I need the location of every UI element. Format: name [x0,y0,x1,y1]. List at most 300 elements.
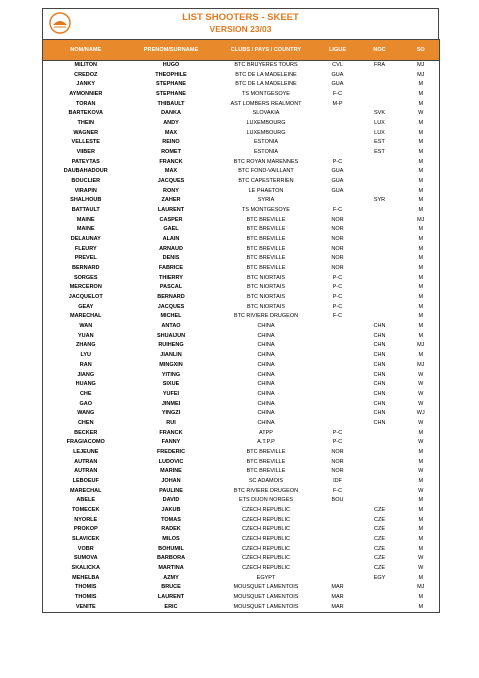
cell-name: SORGES [43,274,129,284]
table-row [43,167,440,177]
cell-ligue: P-C [332,303,343,310]
cell-noc [357,71,403,81]
cell-surname: JINMEI [161,400,181,407]
cell-noc [357,458,403,468]
cell-ligue [319,545,357,555]
cell-club: BTC FOND-VAILLANT [238,168,294,175]
table-row [43,61,440,71]
cell-name: GEAY [43,303,129,313]
table-row [43,448,440,458]
table-row [43,574,440,584]
cell-ligue: MAR [319,603,357,613]
cell-ligue [319,351,357,361]
cell-surname: ROMET [161,149,181,156]
cell-name: FRAGIACOMO [43,438,129,448]
cell-name: MARECHAL [43,312,129,322]
cell-name: CHE [43,390,129,400]
cell-ligue: NOR [331,216,344,223]
cell-ligue: CVL [332,62,343,68]
table-row [43,419,440,429]
cell-ligue: P-C [332,274,343,281]
cell-so: M [403,196,440,206]
cell-noc [357,583,403,593]
cell-surname: BOHUMIL [158,545,184,552]
cell-name: SLAVICEK [43,535,129,545]
cell-ligue: BOU [331,497,344,504]
cell-club: A.T.P.P [257,439,275,446]
shooter-list-sheet [42,8,439,613]
cell-club: SLOVAKIA [252,110,280,117]
cell-club: CZECH REPUBLIC [242,526,290,533]
cell-club: BTC ROYAN MARENNES [233,158,299,165]
cell-so: M [403,90,440,100]
cell-name: YUAN [43,332,129,342]
cell-so: M [403,225,440,235]
cell-club: BTC BREVILLE [246,245,286,252]
header-block [42,8,439,39]
table-header-row [43,40,440,61]
cell-club: LUXEMBOURG [246,120,286,127]
table-row [43,477,440,487]
cell-so: M [403,506,440,516]
table-row [43,516,440,526]
table-row [43,458,440,468]
cell-noc: SVK [373,110,385,117]
cell-surname: HUGO [162,62,180,68]
cell-name: BECKER [43,429,129,439]
cell-club: BTC DE LA MADELEINE [235,81,297,88]
cell-club: BTC BREVILLE [246,458,286,465]
cell-ligue [319,380,357,390]
cell-noc [357,312,403,322]
cell-club: CHINA [257,323,275,330]
cell-so: W [403,371,440,381]
cell-surname: THEOPHILE [155,71,187,78]
cell-ligue: MAR [331,593,344,600]
cell-so: MJ [403,216,440,226]
table-row [43,71,440,81]
cell-surname: FABRICE [158,265,184,272]
cell-surname: ERIC [129,603,214,613]
cell-noc: CHN [373,390,386,397]
cell-name: AYMONNIER [43,90,129,100]
cell-surname: THIERRY [159,274,183,281]
cell-so: W [403,554,440,564]
table-row [43,351,440,361]
cell-surname: JACQUES [157,178,185,185]
table-row [43,283,440,293]
cell-surname: ZAHER [161,197,181,204]
cell-surname: MARINE [160,468,182,475]
cell-name: VELLESTE [43,138,129,148]
cell-club: BTC NIORTAIS [247,303,285,310]
cell-name: NYORLE [43,516,129,526]
column-header-club: CLUBS / PAYS / COUNTRY [214,40,319,61]
version-label: VERSION 23/03 [209,24,272,34]
table-row [43,225,440,235]
cell-so: M [403,187,440,197]
cell-name: MAINE [43,216,129,226]
table-row [43,196,440,206]
cell-club: MOUSQUET LAMENTOIS [233,584,299,591]
cell-so: M [403,312,440,322]
cell-ligue [319,341,357,351]
cell-club: CZECH REPUBLIC [242,506,290,513]
cell-noc [357,254,403,264]
cell-so: M [403,332,440,342]
cell-surname: STEPHANE [156,91,186,98]
cell-so: M [403,535,440,545]
cell-noc [357,477,403,487]
table-body [43,61,440,613]
cell-club: BTC BREVILLE [246,216,286,223]
table-row [43,80,440,90]
table-row [43,506,440,516]
cell-club: BTC BREVILLE [246,226,286,233]
table-row [43,293,440,303]
cell-club: BTC BREVILLE [246,265,286,272]
cell-noc: CHN [373,419,386,426]
cell-name: VIIBER [43,148,129,158]
cell-surname: CASPER [159,216,183,223]
cell-club: CZECH REPUBLIC [242,516,290,523]
cell-ligue: IDF [333,477,342,484]
table-row [43,158,440,168]
table-row [43,245,440,255]
table-row [43,535,440,545]
cell-ligue [319,554,357,564]
table-row [43,438,440,448]
cell-so: M [403,593,440,603]
cell-ligue [319,129,357,139]
cell-so: M [403,293,440,303]
cell-noc [357,235,403,245]
cell-so: W [403,400,440,410]
page-title: LIST SHOOTERS - SKEET [182,12,299,23]
cell-noc [357,603,403,613]
cell-surname: GAEL [163,226,179,233]
cell-noc [357,438,403,448]
cell-ligue [319,148,357,158]
table-row [43,206,440,216]
cell-surname: JOHAN [161,477,181,484]
cell-surname: ALAIN [162,236,180,243]
cell-ligue: P-C [332,294,343,301]
cell-club: BTC CAPESTERRIEN [238,178,294,185]
cell-name: BERNARD [43,264,129,274]
table-row [43,390,440,400]
cell-club: TS MONTGESOYE [242,207,290,214]
cell-so: M [403,158,440,168]
cell-club: BTC BRUYERES TOURS [234,62,298,68]
cell-ligue: P-C [332,429,343,436]
cell-surname: AZMY [163,574,179,581]
cell-surname: PASCAL [159,284,183,291]
cell-surname: FRANCK [159,429,183,436]
cell-name: PATEYTAS [43,158,129,168]
cell-surname: BARBORA [156,555,186,562]
table-row [43,409,440,419]
cell-noc: CHN [373,342,386,349]
table-row [43,341,440,351]
cell-noc: LUX [374,129,385,136]
cell-name: SHALHOUB [43,196,129,206]
cell-surname: JAKUB [161,506,181,513]
cell-club: BTC RIVIERE DRUGEON [233,313,299,320]
cell-so: W [403,419,440,429]
cell-so: M [403,167,440,177]
cell-surname: FANNY [161,439,181,446]
cell-ligue: P-C [332,158,343,165]
cell-ligue: NOR [331,236,344,243]
cell-ligue: NOR [331,245,344,252]
cell-club: AST LOMBERS REALMONT [230,100,302,107]
cell-club: CHINA [257,371,275,378]
cell-name: BATTAULT [43,206,129,216]
cell-name: LEBOEUF [43,477,129,487]
cell-surname: MARTINA [158,564,184,571]
cell-noc: CZE [374,564,385,571]
cell-so: M [403,429,440,439]
cell-noc [357,100,403,110]
cell-noc [357,283,403,293]
table-row [43,109,440,119]
cell-ligue [319,109,357,119]
cell-so: M [403,351,440,361]
cell-club: CHINA [257,381,275,388]
cell-surname: STEPHANE [156,81,186,88]
cell-surname: DENIS [162,255,180,262]
cell-ligue [319,574,357,584]
shooter-table [42,39,440,613]
cell-club: MOUSQUET LAMENTOIS [233,593,299,600]
cell-noc [357,448,403,458]
cell-surname: MICHEL [160,313,182,320]
table-row [43,312,440,322]
cell-so: MJ [403,61,440,71]
cell-name: WANG [43,409,129,419]
cell-so: W [403,467,440,477]
cell-name: PROKOP [43,525,129,535]
cell-so: WJ [403,409,440,419]
cell-club: CHINA [257,352,275,359]
cell-so: M [403,545,440,555]
table-row [43,487,440,497]
cell-club: CHINA [257,332,275,339]
cell-so: M [403,138,440,148]
cell-surname: RADEK [161,526,181,533]
table-row [43,583,440,593]
cell-so: M [403,177,440,187]
cell-club: EGYPT [256,574,276,581]
cell-club: BTC BREVILLE [246,255,286,262]
cell-ligue: NOR [331,226,344,233]
cell-club: ESTONIA [253,139,279,146]
cell-ligue [319,371,357,381]
column-header-ligue: LIGUE [319,40,357,61]
table-row [43,100,440,110]
cell-name: LYU [43,351,129,361]
cell-surname: YINGZI [161,410,181,417]
column-header-so: SO [403,40,440,61]
cell-club: BTC NIORTAIS [247,294,285,301]
table-row [43,554,440,564]
column-header-noc: NOC [357,40,403,61]
cell-club: BTC BREVILLE [246,236,286,243]
cell-name: RAN [43,361,129,371]
table-row [43,264,440,274]
table-row [43,177,440,187]
cell-name: JACQUELOT [43,293,129,303]
cell-ligue [319,119,357,129]
cell-noc [357,245,403,255]
cell-ligue: F-C [332,487,343,494]
cell-noc: SYR [373,197,386,204]
cell-name: THEIN [43,119,129,129]
cell-ligue: NOR [331,468,344,475]
cell-surname: YITING [161,371,181,378]
cell-surname: ANDY [163,120,179,127]
cell-surname: RONY [163,187,179,194]
cell-ligue: MAR [331,584,344,591]
table-row [43,361,440,371]
cell-noc: EGY [373,574,386,581]
table-row [43,90,440,100]
cell-so: M [403,477,440,487]
cell-so: W [403,487,440,497]
cell-so: M [403,574,440,584]
cell-club: CZECH REPUBLIC [242,545,290,552]
cell-ligue [319,361,357,371]
cell-club: ESTONIA [253,149,279,156]
cell-ligue [319,525,357,535]
cell-surname: TOMAS [161,516,181,523]
cell-ligue: F-C [332,313,343,320]
cell-club: ETS DIJON NORGES [238,497,294,504]
cell-name: SKALICKA [43,564,129,574]
cell-ligue: GUA [331,178,344,185]
cell-noc [357,293,403,303]
cell-noc: FRA [374,62,385,68]
table-row [43,303,440,313]
cell-noc: CZE [374,516,385,523]
cell-name: TOMECEK [43,506,129,516]
cell-name: MILITON [43,61,129,71]
cell-noc: LUX [374,120,385,127]
cell-so: M [403,322,440,332]
cell-noc [357,187,403,197]
table-row [43,525,440,535]
cell-surname: THIBAULT [157,100,185,107]
cell-club: BTC RIVIERE DRUGEON [233,487,299,494]
cell-surname: RUIHENG [158,342,184,349]
cell-surname: YUFEI [162,390,180,397]
cell-noc [357,90,403,100]
cell-ligue [319,506,357,516]
cell-surname: MINGXIN [159,361,183,368]
cell-club: MOUSQUET LAMENTOIS [214,603,319,613]
cell-noc: CHN [373,410,386,417]
cell-noc [357,429,403,439]
cell-name: VENITE [43,603,129,613]
cell-name: MAINE [43,225,129,235]
cell-name: TORAN [43,100,129,110]
cell-club: TS MONTGESOYE [242,91,290,98]
cell-noc: CHN [373,352,386,359]
cell-so: M [403,496,440,506]
cell-club: SC ADAMOIS [248,477,284,484]
cell-club: BTC BREVILLE [246,448,286,455]
table-row [43,332,440,342]
cell-so: M [403,80,440,90]
cell-ligue: GUA [331,187,344,194]
cell-surname: PAULINE [159,487,183,494]
cell-ligue: NOR [331,448,344,455]
cell-surname: MILOS [162,535,180,542]
cell-so: M [403,516,440,526]
cell-so: M [403,448,440,458]
cell-ligue [319,400,357,410]
cell-noc [357,216,403,226]
column-header-name: NOM/NAME [43,40,129,61]
cell-so: M [403,264,440,274]
cell-so: MJ [403,361,440,371]
cell-so: M [403,525,440,535]
cell-ligue [319,409,357,419]
cell-noc [357,206,403,216]
cell-noc: CZE [374,555,385,562]
cell-name: VOBR [43,545,129,555]
cell-so: W [403,438,440,448]
table-row [43,545,440,555]
cell-surname: SHUAIJUN [156,332,186,339]
table-row [43,129,440,139]
table-row [43,564,440,574]
cell-club: LE PHAETON [248,187,284,194]
cell-ligue: NOR [331,458,344,465]
cell-name: WAGNER [43,129,129,139]
table-row [43,371,440,381]
table-row [43,187,440,197]
cell-so: M [403,206,440,216]
cell-name: FLEURY [43,245,129,255]
table-row [43,148,440,158]
table-row [43,603,440,613]
cell-so: M [403,603,440,613]
cell-ligue [319,138,357,148]
cell-noc [357,487,403,497]
cell-club: BTC NIORTAIS [247,274,285,281]
cell-noc: CZE [374,506,385,513]
cell-name: AUTRAN [43,458,129,468]
table-row [43,254,440,264]
cell-name: CHEN [43,419,129,429]
cell-club: CHINA [257,342,275,349]
table-row [43,216,440,226]
table-row [43,429,440,439]
table-row [43,322,440,332]
cell-ligue: NOR [331,255,344,262]
cell-club: CZECH REPUBLIC [242,535,290,542]
cell-name: MEHELBA [43,574,129,584]
table-row [43,138,440,148]
cell-club: BTC BREVILLE [246,468,286,475]
cell-club: CHINA [257,390,275,397]
cell-name: DELAUNAY [43,235,129,245]
cell-club: CZECH REPUBLIC [242,555,290,562]
cell-club: CZECH REPUBLIC [242,564,290,571]
cell-noc: CZE [374,526,385,533]
